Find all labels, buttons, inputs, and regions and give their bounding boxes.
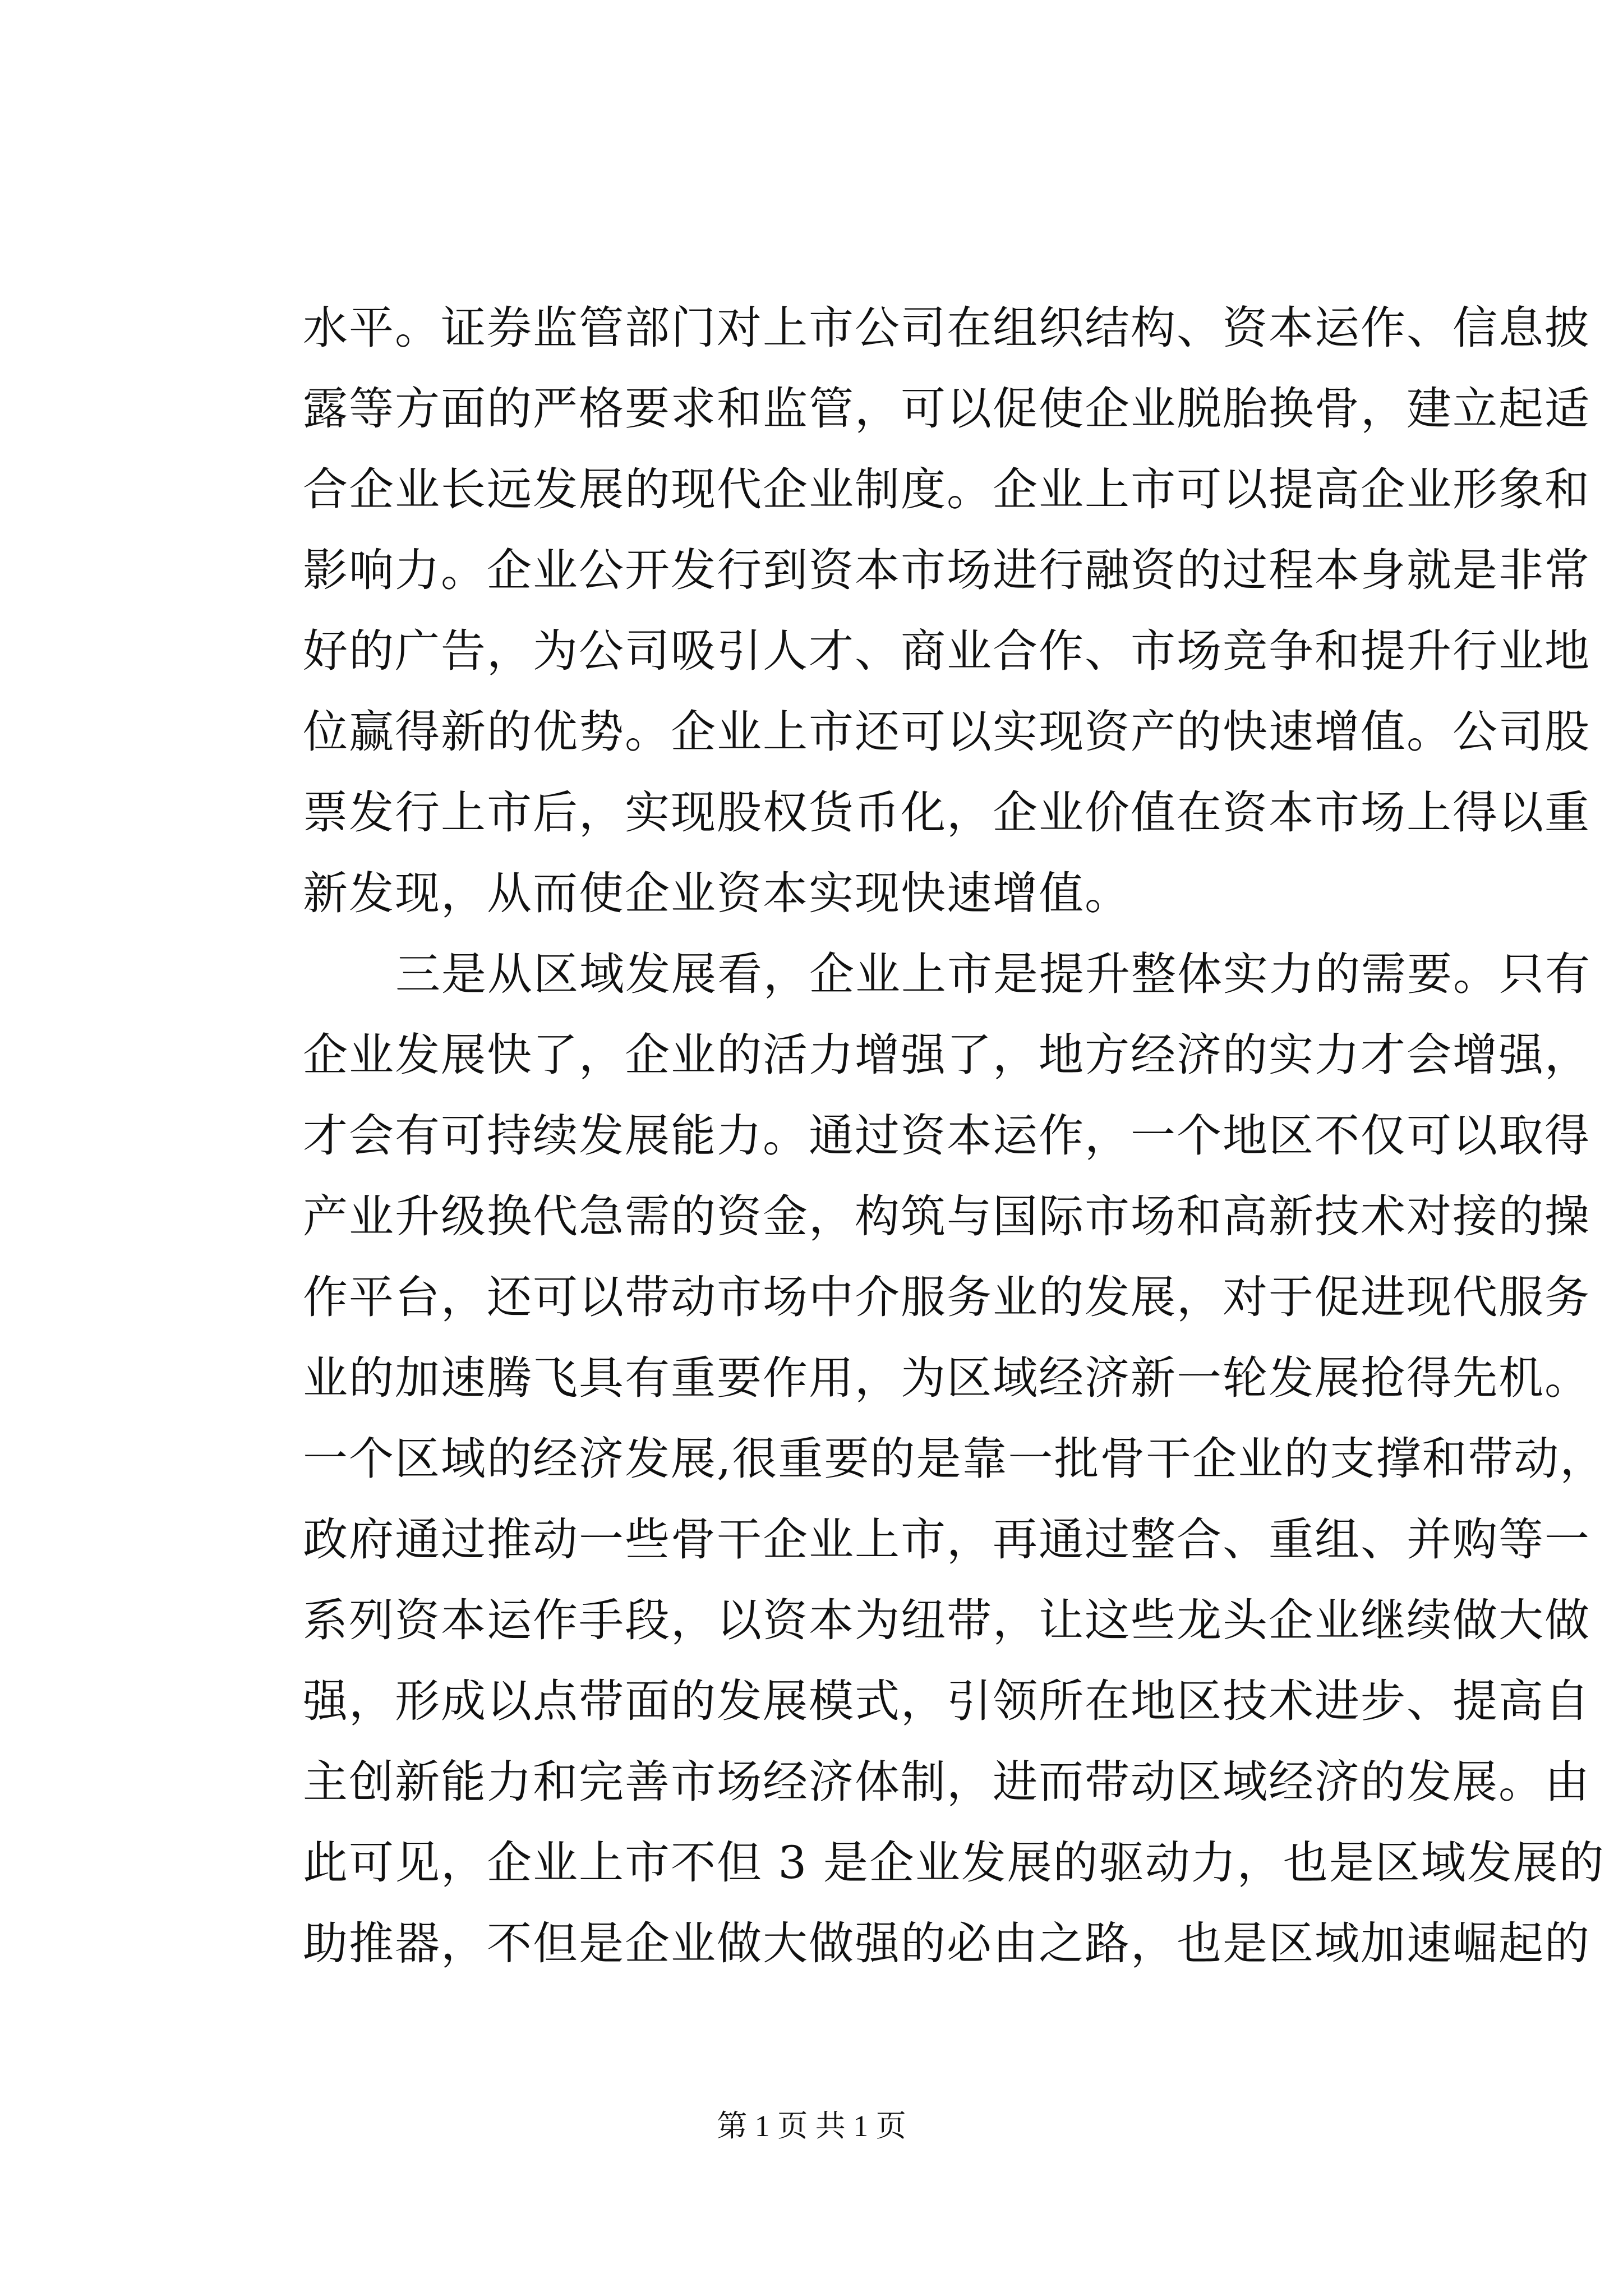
- text-line: 作平台，还可以带动市场中介服务业的发展，对于促进现代服务: [303, 1271, 1590, 1323]
- text-line: 合企业长远发展的现代企业制度。企业上市可以提高企业形象和: [303, 463, 1590, 516]
- text-line: 业的加速腾飞具有重要作用，为区域经济新一轮发展抢得先机。: [303, 1352, 1590, 1404]
- text-line: 产业升级换代急需的资金，构筑与国际市场和高新技术对接的操: [303, 1190, 1590, 1243]
- text-line: 水平。证券监管部门对上市公司在组织结构、资本运作、信息披: [303, 302, 1590, 354]
- text-line: 强，形成以点带面的发展模式，引领所在地区技术进步、提高自: [303, 1675, 1590, 1727]
- text-line: 露等方面的严格要求和监管，可以促使企业脱胎换骨，建立起适: [303, 383, 1590, 435]
- page-footer: 第 1 页 共 1 页: [717, 2109, 906, 2143]
- text-line: 企业发展快了，企业的活力增强了，地方经济的实力才会增强，: [303, 1029, 1590, 1081]
- text-line: 新发现，从而使企业资本实现快速增值。: [303, 867, 1131, 919]
- text-line: 政府通过推动一些骨干企业上市，再通过整合、重组、并购等一: [303, 1513, 1590, 1566]
- paragraph-first-line: 三是从区域发展看，企业上市是提升整体实力的需要。只有: [395, 948, 1591, 1000]
- text-line: 好的广告，为公司吸引人才、商业合作、市场竞争和提升行业地: [303, 625, 1590, 677]
- text-line: 主创新能力和完善市场经济体制，进而带动区域经济的发展。由: [303, 1756, 1590, 1808]
- text-line: 票发行上市后，实现股权货币化，企业价值在资本市场上得以重: [303, 786, 1590, 839]
- text-line: 一个区域的经济发展,很重要的是靠一批骨干企业的支撑和带动，: [303, 1433, 1606, 1485]
- text-line: 影响力。企业公开发行到资本市场进行融资的过程本身就是非常: [303, 544, 1590, 596]
- text-line: 助推器，不但是企业做大做强的必由之路，也是区域加速崛起的: [303, 1917, 1590, 1970]
- text-line: 此可见，企业上市不但 3 是企业发展的驱动力，也是区域发展的: [303, 1837, 1605, 1889]
- text-line: 位赢得新的优势。企业上市还可以实现资产的快速增值。公司股: [303, 706, 1590, 758]
- text-line: 才会有可持续发展能力。通过资本运作，一个地区不仅可以取得: [303, 1110, 1590, 1162]
- text-line: 系列资本运作手段，以资本为纽带，让这些龙头企业继续做大做: [303, 1594, 1590, 1646]
